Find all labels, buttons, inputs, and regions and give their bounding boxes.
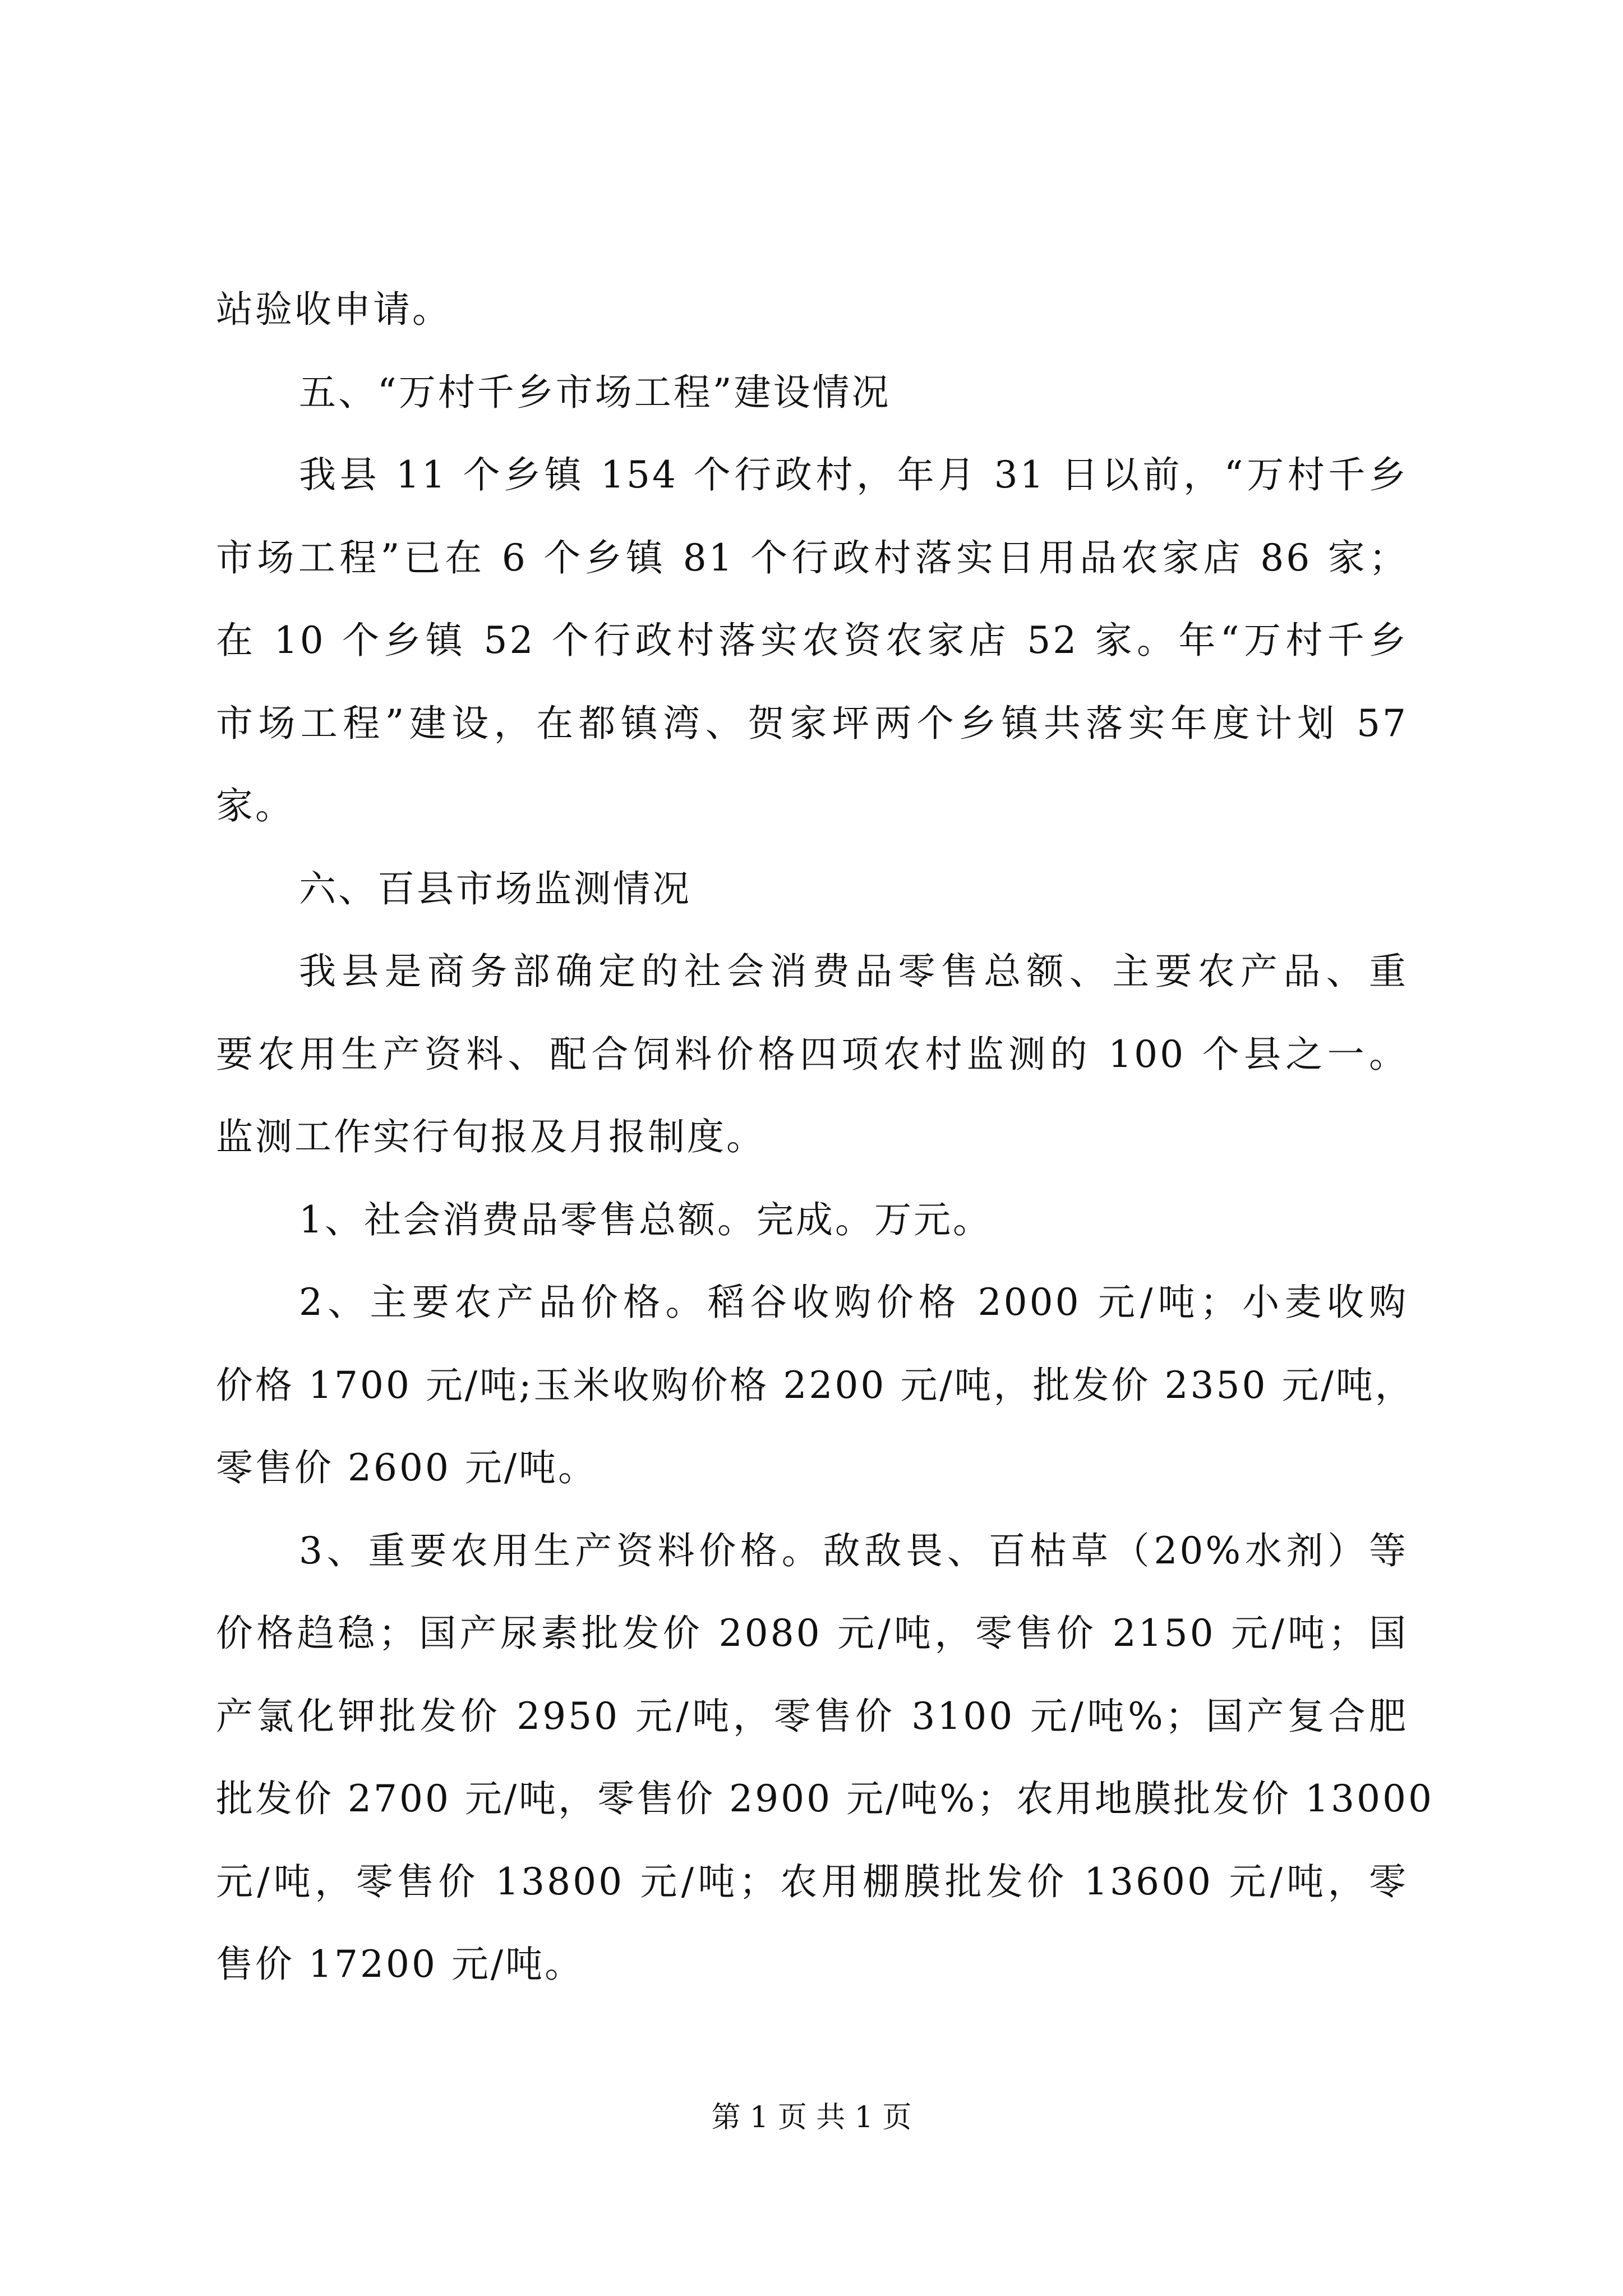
section-heading: 五、“万村千乡市场工程”建设情况: [299, 370, 891, 414]
document-body: [216, 268, 1434, 2006]
section-heading: 六、百县市场监测情况: [299, 867, 691, 910]
text-line: 监测工作实行旬报及月报制度。: [216, 1115, 766, 1158]
text-line: 市场工程”已在 6 个乡镇 81 个行政村落实日用品农家店 86 家；: [216, 536, 1408, 579]
text-line: 价格趋稳；国产尿素批发价 2080 元/吨，零售价 2150 元/吨；国: [216, 1612, 1408, 1655]
text-line: 在 10 个乡镇 52 个行政村落实农资农家店 52 家。年“万村千乡: [216, 619, 1408, 662]
text-line: 零售价 2600 元/吨。: [216, 1446, 598, 1489]
text-line: 批发价 2700 元/吨，零售价 2900 元/吨%；农用地膜批发价 13000: [216, 1777, 1434, 1820]
text-line: 3、重要农用生产资料价格。敌敌畏、百枯草（20%水剂）等: [299, 1529, 1408, 1572]
text-line: 站验收申请。: [216, 288, 451, 331]
text-line: 售价 17200 元/吨。: [216, 1943, 584, 1986]
text-line: 元/吨，零售价 13800 元/吨；农用棚膜批发价 13600 元/吨，零: [216, 1860, 1408, 1903]
text-line: 2、主要农产品价格。稻谷收购价格 2000 元/吨；小麦收购: [299, 1281, 1408, 1324]
text-line: 价格 1700 元/吨;玉米收购价格 2200 元/吨，批发价 2350 元/吨，: [216, 1363, 1414, 1407]
text-line: 我县是商务部确定的社会消费品零售总额、主要农产品、重: [299, 950, 1408, 993]
text-line: 我县 11 个乡镇 154 个行政村，年月 31 日以前，“万村千乡: [299, 453, 1408, 496]
text-line: 市场工程”建设，在都镇湾、贺家坪两个乡镇共落实年度计划 57: [216, 701, 1408, 745]
text-line: 产氯化钾批发价 2950 元/吨，零售价 3100 元/吨%；国产复合肥: [216, 1694, 1408, 1738]
text-line: 要农用生产资料、配合饲料价格四项农村监测的 100 个县之一。: [216, 1032, 1408, 1076]
page-number-footer: 第 1 页 共 1 页: [711, 2101, 912, 2134]
text-line: 家。: [216, 784, 294, 827]
text-line: 1、社会消费品零售总额。完成。万元。: [299, 1198, 992, 1241]
